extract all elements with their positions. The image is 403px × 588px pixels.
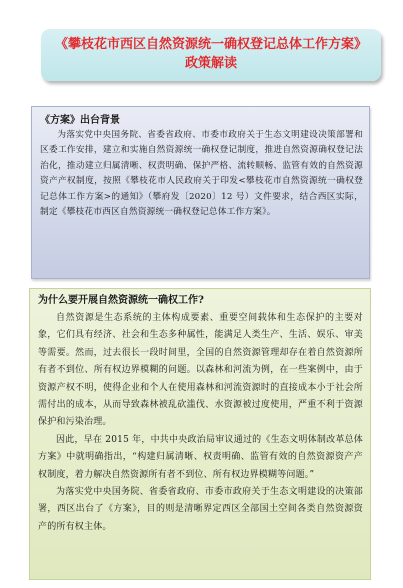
background-body: 为落实党中央国务院、省委省政府、市委市政府关于生态文明建设决策部署和区委工作安排，建立和实施自然资源统一确权登记制度，推进自然资源确权登记法治化，推动建立归属清晰、权责明确、保护严格、流转顺畅、监管有效的自然资源资产产权制度，按照《攀枝花市人民政府关于印发<攀枝花市自然资源统一确权登记总体工作方案>的通知》（攀府发〔2020〕12 号）文件要求，结合西区实际，制定《攀枝花市西区自然资源统一确权登记总体工作方案》。: [40, 130, 363, 218]
why-paragraph-2: 因此，早在 2015 年，中共中央政治局审议通过的《生态文明体制改革总体方案》中就明确指出，“构建归属清晰、权责明确、监管有效的自然资源资产产权制度，着力解决自然资源所有者不到位、所有权边界模糊等问题。”: [38, 434, 363, 480]
why-paragraph-1: 自然资源是生态系统的主体构成要素、重要空间载体和生态保护的主要对象，它们具有经济、社会和生态多种属性，能满足人类生产、生活、娱乐、审美等需要。然而，过去很长一段时间里，全国的自然资源管理却存在着自然资源所有者不到位、所有权边界模糊的问题。以森林和河流为例，在一些案例中，由于资源产权不明，使得企业和个人在使用森林和河流资源时的直接成本小于社会所需付出的成本，从而导致森林被乱砍滥伐、水资源被过度使用，严重不利于资源保护和污染治理。: [38, 313, 363, 428]
title-banner: [41, 29, 381, 81]
why-paragraph-3: 为落实党中央国务院、省委省政府、市委市政府关于生态文明建设的决策部署，西区出台了《方案》，目的则是清晰界定西区全部国土空间各类自然资源资产的所有权主体。: [38, 487, 363, 532]
why-section: [29, 288, 371, 580]
background-heading: 《方案》出台背景: [40, 115, 120, 126]
title-line-2: 政策解读: [184, 56, 237, 71]
why-heading: 为什么要开展自然资源统一确权工作?: [38, 295, 204, 306]
title-line-1: 《攀枝花市西区自然资源统一确权登记总体工作方案》: [54, 37, 367, 52]
background-section: [31, 106, 370, 279]
